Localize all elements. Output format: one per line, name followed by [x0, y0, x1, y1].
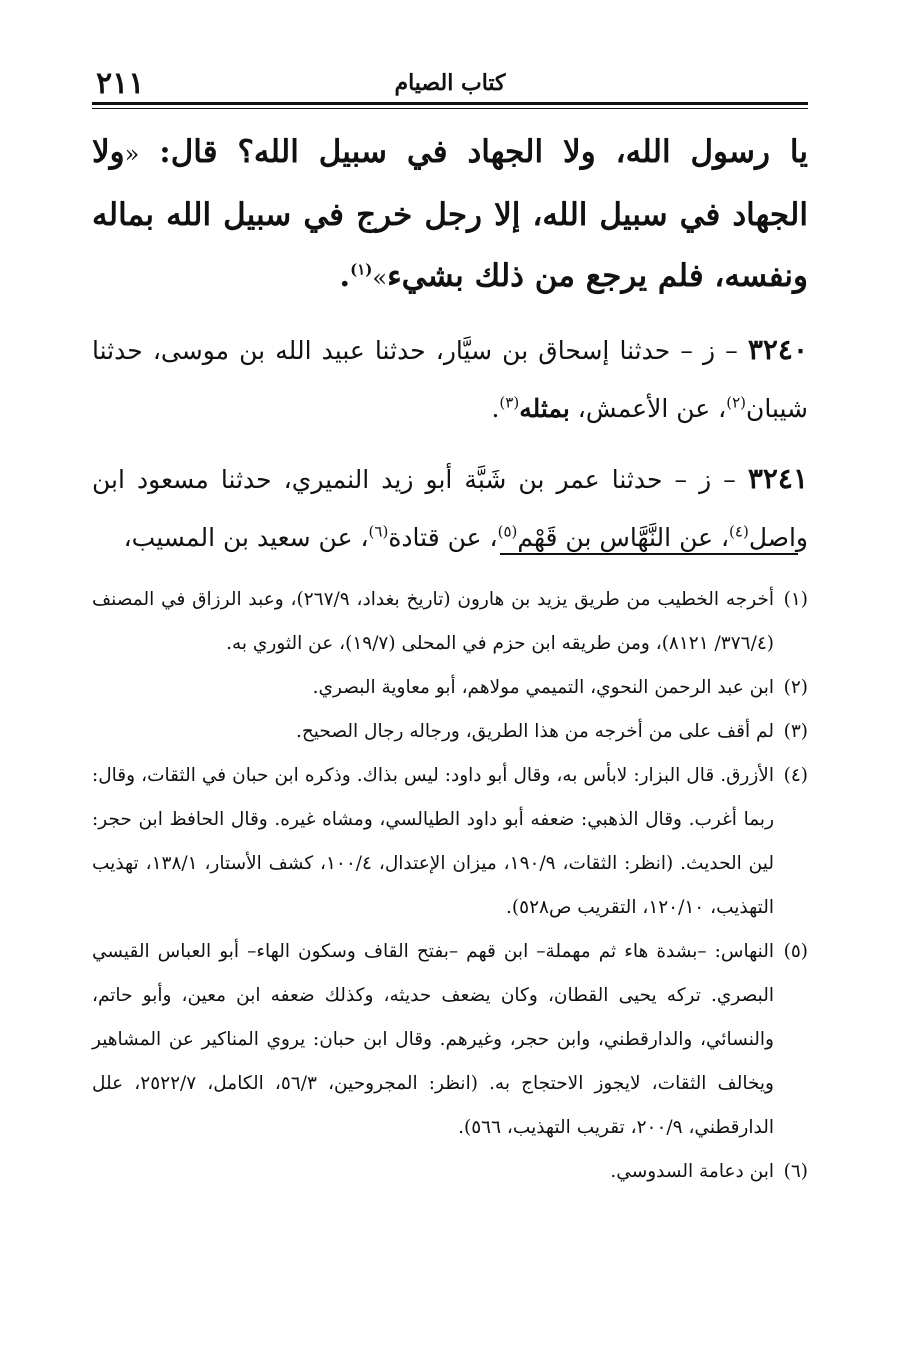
- isnad-text: ، عن قتادة: [388, 523, 498, 552]
- book-title: كتاب الصيام: [394, 70, 506, 96]
- footnote-number: (١): [783, 589, 808, 610]
- footnote-ref-5: (٥): [497, 522, 518, 541]
- isnad-text: – ز – حدثنا إسحاق بن سيَّار، حدثنا عبيد الله بن موسى، حدثنا شيبان: [92, 336, 808, 423]
- footnote-number: (٣): [783, 721, 808, 742]
- hadith-3240: [92, 321, 808, 438]
- isnad-text: ، عن الأعمش،: [569, 394, 727, 423]
- quote-open-mark: «: [124, 140, 140, 168]
- bold-question: يا رسول الله، ولا الجهاد في سبيل الله؟ قال:: [159, 134, 809, 170]
- bold-bimithlihi: بمثله: [519, 394, 570, 423]
- header-rule-thin: [92, 108, 808, 109]
- page-number: ٢١١: [96, 66, 145, 101]
- footnote-ref-1: (١): [350, 260, 373, 279]
- isnad-text: .: [491, 394, 500, 423]
- isnad-text: ، عن النَّهَّاس بن قَهْم: [517, 523, 730, 552]
- footnote-text: أخرجه الخطيب من طريق يزيد بن هارون (تاريخ بغداد، ٢٦٧/٩)، وعبد الرزاق في المصنف (٣٧٦/٤/ ٨١٢١)، ومن طريقه ابن حزم في المحلى (١٩/٧)، عن الثوري به.: [92, 589, 774, 654]
- page-header: [92, 66, 808, 102]
- header-rule-thick: [92, 102, 808, 105]
- main-text: [92, 122, 808, 567]
- hadith-3241: [92, 450, 808, 567]
- footnote-text: لم أقف على من أخرجه من هذا الطريق، ورجاله رجال الصحيح.: [295, 721, 774, 742]
- footnote-4: [92, 754, 808, 930]
- footnote-ref-6: (٦): [368, 522, 389, 541]
- footnote-number: (٤): [783, 765, 808, 786]
- isnad-text: – ز – حدثنا عمر بن شَبَّة أبو زيد النميري، حدثنا مسعود ابن واصل: [92, 465, 808, 552]
- footnote-text: النهاس: –بشدة هاء ثم مهملة– ابن قهم –بفتح القاف وسكون الهاء– أبو العباس القيسي البصري. تركه يحيى القطان، وكان يضعف حديثه، وكذلك ضعفه ابن معين، وأبو حاتم، والنسائي، والدارقطني، وابن حجر، وغيرهم. وقال ابن حبان: يروي المناكير عن المشاهير ويخالف الثقات، لايجوز الاحتجاج به. (انظر: المجروحين، ٥٦/٣، الكامل، ٢٥٢٢/٧، علل الدارقطني، ٢٠٠/٩، تقريب التهذيب، ٥٦٦).: [92, 941, 774, 1138]
- footnote-ref-3: (٣): [499, 393, 520, 412]
- footnote-5: [92, 930, 808, 1150]
- footnote-text: ابن عبد الرحمن النحوي، التميمي مولاهم، أبو معاوية البصري.: [312, 677, 774, 698]
- footnote-6: [92, 1150, 808, 1194]
- prophetic-quote: ولا الجهاد في سبيل الله، إلا رجل خرج في سبيل الله بماله ونفسه، فلم يرجع من ذلك بشيء: [92, 134, 808, 294]
- footnotes: [92, 578, 808, 1194]
- footnote-1: [92, 578, 808, 666]
- footnote-text: ابن دعامة السدوسي.: [610, 1161, 774, 1182]
- footnote-ref-4: (٤): [729, 522, 749, 541]
- footnote-number: (٥): [783, 941, 808, 962]
- footnote-2: [92, 666, 808, 710]
- footnote-number: (٦): [783, 1161, 808, 1182]
- hadith-number: ٣٢٤١: [747, 462, 808, 495]
- quote-close-mark: »: [372, 264, 388, 292]
- footnote-number: (٢): [783, 677, 808, 698]
- end-punct: .: [339, 258, 351, 294]
- hadith-continuation: [92, 122, 808, 309]
- footnote-separator: [500, 553, 798, 555]
- hadith-number: ٣٢٤٠: [747, 333, 808, 366]
- footnote-text: الأزرق. قال البزار: لابأس به، وقال أبو داود: ليس بذاك. وذكره ابن حبان في الثقات، وقال: ربما أغرب. وقال الذهبي: ضعفه أبو داود الطيالسي، ومشاه غيره. وقال الحافظ ابن حجر: لين الحديث. (انظر: الثقات، ١٩٠/٩، ميزان الإعتدال، ١٠٠/٤، كشف الأستار، ١٣٨/١، تهذيب التهذيب، ١٢٠/١٠، التقريب ص٥٢٨).: [92, 765, 774, 918]
- footnote-ref-2: (٢): [726, 393, 746, 412]
- footnote-3: [92, 710, 808, 754]
- isnad-text: ، عن سعيد بن المسيب،: [123, 523, 369, 552]
